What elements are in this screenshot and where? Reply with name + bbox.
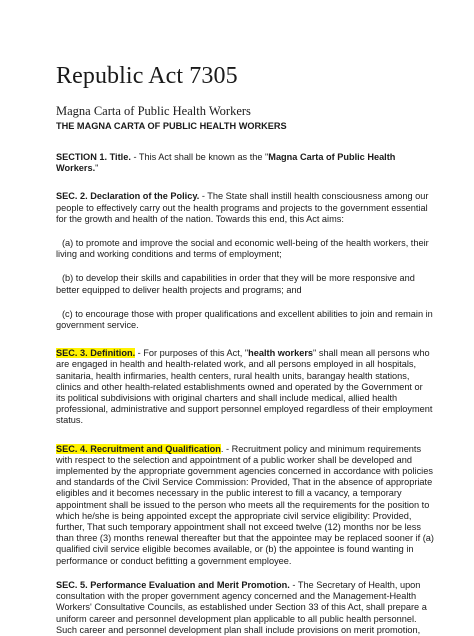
section-4 — [56, 444, 434, 567]
section-2-text: - The State shall instill health consciousness among our people to effectively carry out the health programs and projects to the government essential for the growth and health of the nation. Towards this end, this Act aims: — [56, 191, 429, 224]
section-3-text-b: " shall mean all persons who are engaged in health and health-related work, and all persons employed in all hospitals, sanitaria, health infirmaries, health centers, rural health units, barangay health stations, clinics and other health-related establishments owned and operated by the Government or its political subdivisions with original charters and shall include medical, allied health professional, administrative and support personnel employed regardless of their employment status. — [56, 348, 433, 426]
section-4-text: . - Recruitment policy and minimum requirements with respect to the selection and appointment of a public worker shall be developed and implemented by the appropriate government agencies concerned in accordance with policies and standards of the Civil Service Commission: Provided, That in the absence of appropriate eligibles and it becomes necessary in the public interest to fill a vacancy, a temporary appointment shall be issued to the person who meets all the requirements for the position to which he/she is being appointed except the appropriate civil service eligibility: Provided, further, That such temporary appointment shall not exceed twelve (12) months nor be less than three (3) months renewal thereafter but that the appointee may be replaced sooner if (a) qualified civil service eligible becomes available, or (b) the appointee is found wanting in performance or conduct befitting a government employee. — [56, 443, 434, 566]
section-2 — [56, 191, 434, 225]
document-subtitle: Magna Carta of Public Health Workers — [56, 104, 251, 118]
section-3-term: health workers — [248, 348, 314, 359]
section-2-item-a: (a) to promote and improve the social and economic well-being of the health workers, their living and working conditions and terms of employment; — [56, 238, 429, 260]
section-2-item-b: (b) to develop their skills and capabilities in order that they will be more responsive and better equipped to deliver health projects and programs; and — [56, 273, 415, 295]
section-1-act-name: Magna Carta of Public Health Workers. — [56, 152, 396, 174]
section-5-heading: SEC. 5. Performance Evaluation and Merit Promotion. — [56, 579, 290, 590]
section-3 — [56, 348, 434, 426]
document-title: Republic Act 7305 — [56, 63, 238, 89]
section-1 — [56, 152, 434, 174]
section-5 — [56, 580, 434, 636]
section-2-heading: SEC. 2. Declaration of the Policy. — [56, 191, 200, 202]
section-1-text-b: " — [95, 163, 99, 174]
section-2-item-c: (c) to encourage those with proper qualifications and excellent abilities to join and remain in government service. — [56, 308, 433, 331]
document-subtitle-caps: THE MAGNA CARTA OF PUBLIC HEALTH WORKERS — [56, 121, 287, 131]
section-3-heading: SEC. 3. Definition. — [56, 348, 136, 359]
section-4-heading: SEC. 4. Recruitment and Qualification — [56, 443, 221, 454]
section-5-text: - The Secretary of Health, upon consultation with the proper government agency concerned and the Management-Health Workers' Consultative Councils, as established under Section 33 of this Act, shall prepare a uniform career and personnel development plan applicable to all public health personnel. Such career and personnel development plan shall include provisions on merit promotion, — [56, 579, 427, 635]
section-1-heading: SECTION 1. Title. — [56, 152, 131, 162]
section-3-text-a: - For purposes of this Act, " — [135, 348, 249, 359]
section-1-text-a: - This Act shall be known as the " — [130, 152, 269, 162]
